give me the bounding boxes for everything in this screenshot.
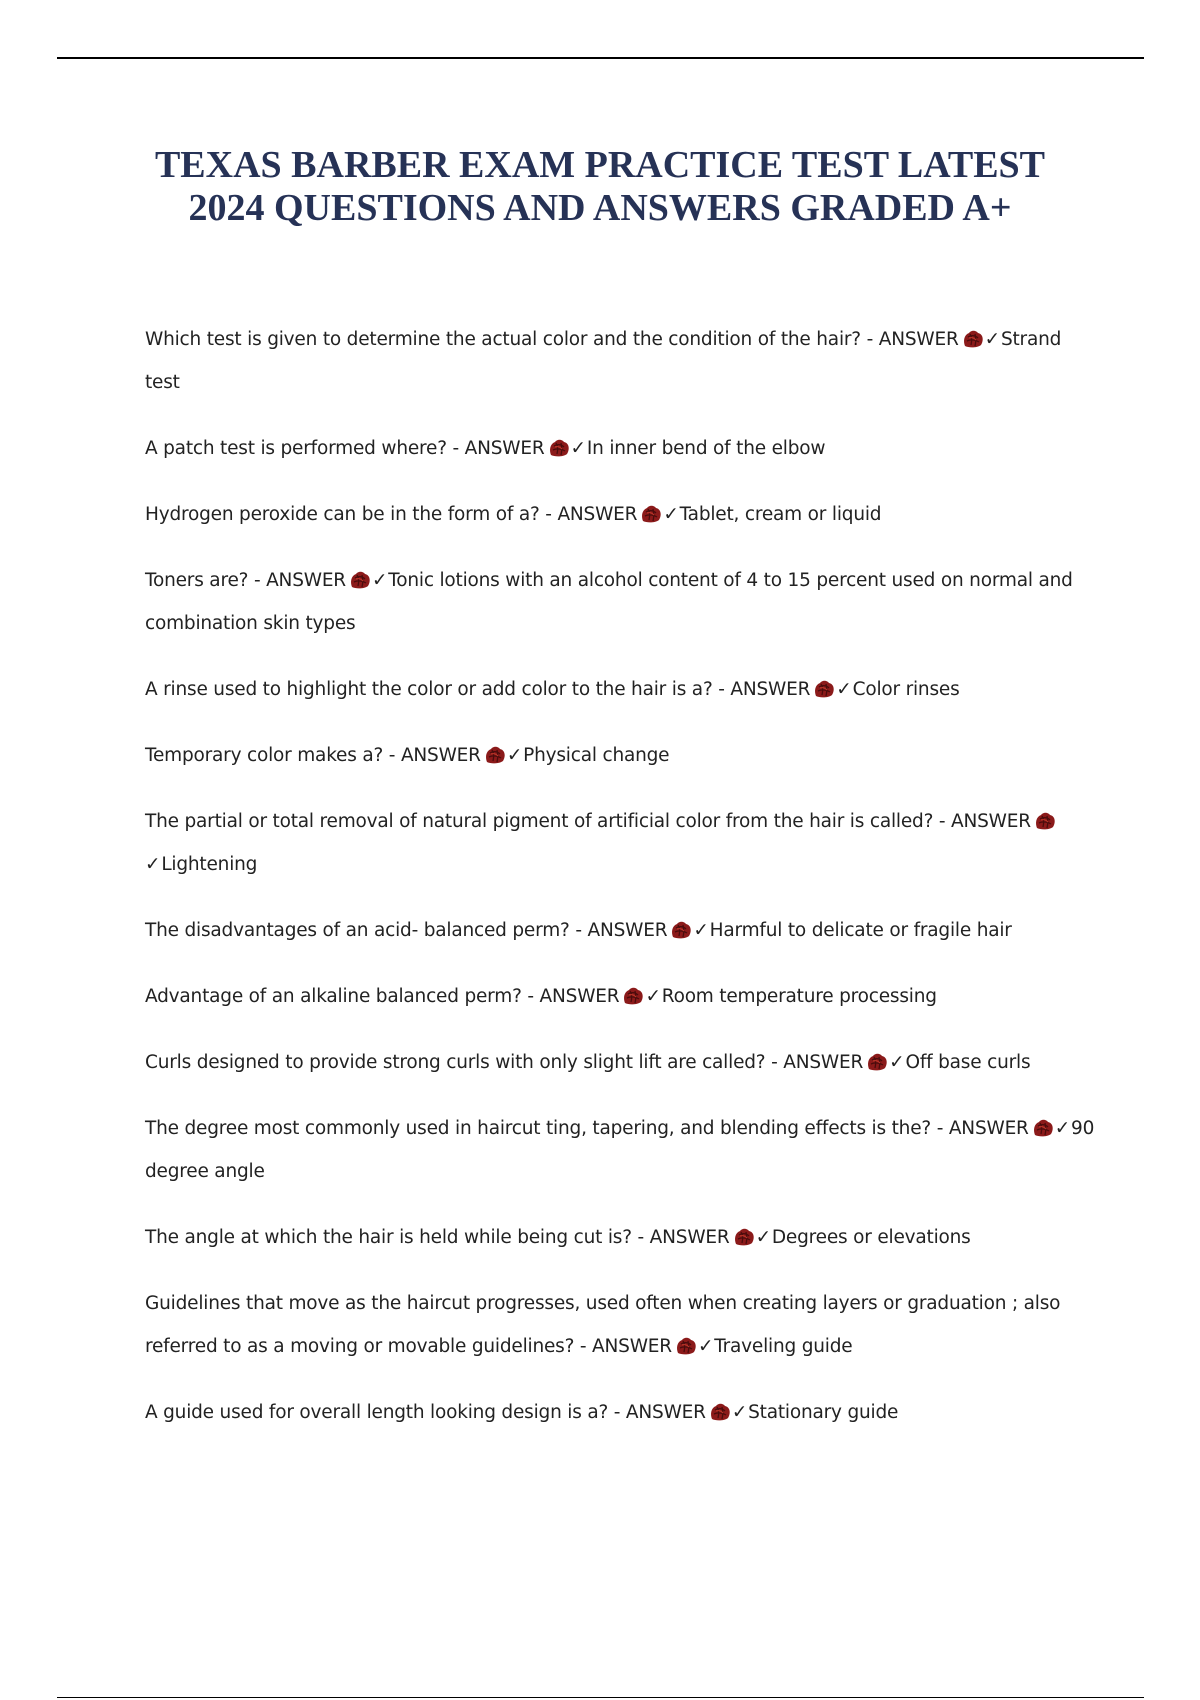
red-rose-icon [483, 745, 507, 764]
answer-label: - ANSWER [579, 1336, 672, 1357]
question-text: A patch test is performed where? [145, 438, 447, 459]
check-mark-icon: ✓ [889, 1052, 905, 1073]
answer-label: - ANSWER [527, 986, 620, 1007]
qa-item [145, 493, 1095, 536]
qa-item [145, 1216, 1095, 1259]
title-line-2: 2024 QUESTIONS AND ANSWERS GRADED A+ [188, 187, 1012, 229]
answer-text: Strand test [145, 329, 1062, 393]
red-rose-icon [639, 504, 663, 523]
question-text: Hydrogen peroxide can be in the form of a? [145, 504, 540, 525]
red-rose-icon [1031, 1118, 1055, 1137]
qa-item [145, 975, 1095, 1018]
qa-item [145, 1041, 1095, 1084]
check-mark-icon: ✓ [836, 679, 852, 700]
answer-label: - ANSWER [452, 438, 545, 459]
check-mark-icon: ✓ [663, 504, 679, 525]
answer-label: - ANSWER [575, 920, 668, 941]
check-mark-icon: ✓ [645, 986, 661, 1007]
bottom-rule [57, 1697, 1144, 1698]
qa-item [145, 427, 1095, 470]
red-rose-icon [674, 1336, 698, 1355]
answer-label: - ANSWER [718, 679, 811, 700]
red-rose-icon [348, 570, 372, 589]
answer-text: 90 degree angle [145, 1118, 1095, 1182]
question-text: Which test is given to determine the actual color and the condition of the hair? [145, 329, 861, 350]
check-mark-icon: ✓ [984, 329, 1000, 350]
question-text: Toners are? [145, 570, 249, 591]
qa-list [145, 318, 1095, 1457]
answer-label: - ANSWER [388, 745, 481, 766]
qa-item [145, 1107, 1095, 1193]
answer-text: Stationary guide [748, 1402, 899, 1423]
check-mark-icon: ✓ [693, 920, 709, 941]
answer-label: - ANSWER [866, 329, 959, 350]
question-text: Guidelines that move as the haircut progresses, used often when creating layers or graduation ; also referred to as a moving or movable guidelines? [145, 1293, 1061, 1357]
question-text: The degree most commonly used in haircut ting, tapering, and blending effects is the? [145, 1118, 931, 1139]
answer-label: - ANSWER [936, 1118, 1029, 1139]
question-text: A guide used for overall length looking design is a? [145, 1402, 609, 1423]
question-text: The disadvantages of an acid- balanced perm? [145, 920, 570, 941]
question-text: Curls designed to provide strong curls with only slight lift are called? [145, 1052, 766, 1073]
check-mark-icon: ✓ [731, 1402, 748, 1423]
answer-text: Off base curls [905, 1052, 1031, 1073]
answer-text: Room temperature processing [661, 986, 937, 1007]
red-rose-icon [961, 329, 985, 348]
red-rose-icon [547, 438, 571, 457]
qa-item [145, 909, 1095, 952]
top-rule [57, 57, 1144, 59]
qa-item [145, 559, 1095, 645]
answer-text: Tablet, cream or liquid [679, 504, 882, 525]
qa-item [145, 668, 1095, 711]
check-mark-icon: ✓ [1054, 1118, 1071, 1139]
red-rose-icon [1033, 811, 1057, 830]
qa-item [145, 318, 1095, 404]
check-mark-icon: ✓ [570, 438, 586, 459]
answer-text: Degrees or elevations [771, 1227, 971, 1248]
question-text: The angle at which the hair is held while being cut is? [145, 1227, 632, 1248]
qa-item [145, 734, 1095, 777]
question-text: The partial or total removal of natural pigment of artificial color from the hair is called? [145, 811, 934, 832]
question-text: Advantage of an alkaline balanced perm? [145, 986, 522, 1007]
answer-text: Harmful to delicate or fragile hair [709, 920, 1012, 941]
red-rose-icon [708, 1402, 732, 1421]
red-rose-icon [621, 986, 645, 1005]
check-mark-icon: ✓ [506, 745, 523, 766]
question-text: Temporary color makes a? [145, 745, 384, 766]
red-rose-icon [812, 679, 836, 698]
answer-label: - ANSWER [545, 504, 638, 525]
answer-text: Lightening [161, 854, 258, 875]
answer-text: In inner bend of the elbow [586, 438, 826, 459]
answer-text: Color rinses [852, 679, 960, 700]
question-text: A rinse used to highlight the color or add color to the hair is a? [145, 679, 713, 700]
check-mark-icon: ✓ [371, 570, 388, 591]
qa-item [145, 1282, 1095, 1368]
answer-label: - ANSWER [613, 1402, 706, 1423]
red-rose-icon [865, 1052, 889, 1071]
check-mark-icon: ✓ [755, 1227, 771, 1248]
answer-label: - ANSWER [938, 811, 1031, 832]
document-title [60, 144, 1140, 230]
answer-text: Traveling guide [714, 1336, 853, 1357]
red-rose-icon [669, 920, 693, 939]
red-rose-icon [732, 1227, 756, 1246]
answer-label: - ANSWER [637, 1227, 730, 1248]
answer-text: Physical change [523, 745, 670, 766]
qa-item [145, 1391, 1095, 1434]
qa-item [145, 800, 1095, 886]
check-mark-icon: ✓ [145, 854, 161, 875]
check-mark-icon: ✓ [697, 1336, 714, 1357]
answer-label: - ANSWER [771, 1052, 864, 1073]
title-line-1: TEXAS BARBER EXAM PRACTICE TEST LATEST [154, 144, 1046, 186]
answer-label: - ANSWER [253, 570, 346, 591]
answer-text: Tonic lotions with an alcohol content of 4 to 15 percent used on normal and combination skin types [145, 570, 1073, 634]
